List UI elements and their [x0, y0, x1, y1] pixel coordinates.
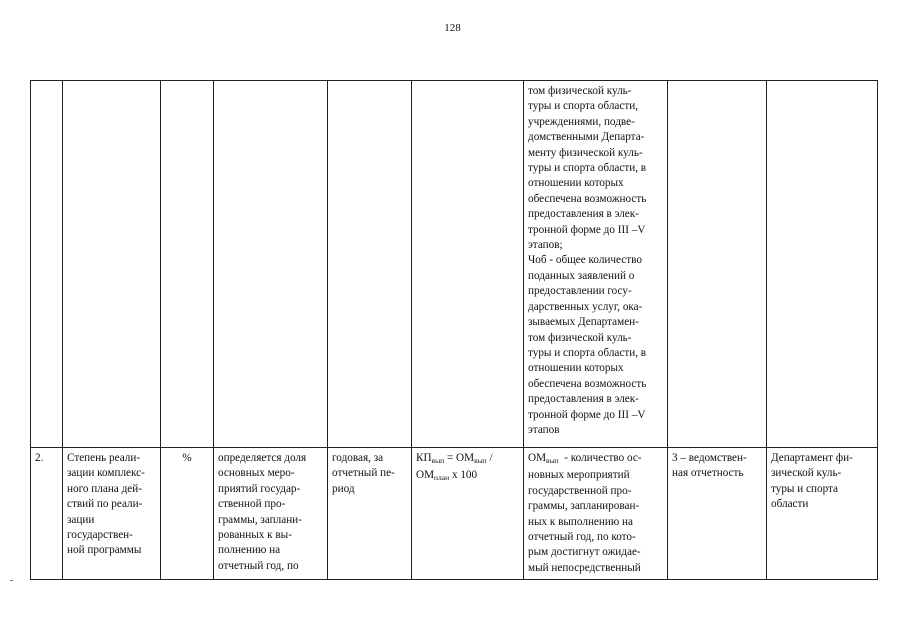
cell-unit: [161, 81, 214, 448]
cell-responsible: Департамент фи- зической куль- туры и спорта области: [767, 448, 878, 580]
cell-definition: определяется доля основных меро- приятий государ- ственной про- граммы, заплани- рованных к вы- полнению на отчетный год, по: [214, 448, 328, 580]
formula-line-1: $КП_{вып} = ОМ_{вып}$ /: [416, 452, 493, 465]
cell-number: 2.: [31, 448, 63, 580]
table-row: [31, 81, 878, 448]
scan-edge-mark: [10, 580, 13, 581]
indicators-table: [30, 80, 878, 580]
cell-formula: [412, 81, 524, 448]
cell-indicator-name: [63, 81, 161, 448]
cell-source: [668, 81, 767, 448]
variable-definition-line: $ОМ_{вып}$ - количество ос-: [528, 452, 642, 465]
cell-variables: [524, 81, 668, 448]
cell-definition: [214, 81, 328, 448]
measure-description-lines: том физической куль- туры и спорта области, учреждениями, подве- домственными Департа- менту физической куль- туры и спорта области, в отношении которых обеспечена возможность предоставления в элек- тронной форме до III –V этапов; Чоб - общее количество поданных заявлений о предоставлении госу- дарственных услуг, ока- зываемых Департамен- том физической куль- туры и спорта области, в отношении которых обеспечена возможность предоставления в элек- тронной форме до III –V этапов: [528, 85, 647, 436]
cell-indicator-name: Степень реали- зации комплекс- ного плана дей- ствий по реали- зации государствен- ной программы: [63, 448, 161, 580]
cell-periodicity: [328, 81, 412, 448]
page-number: 128: [444, 22, 461, 34]
cell-periodicity: годовая, за отчетный пе- риод: [328, 448, 412, 580]
cell-unit: %: [161, 448, 214, 580]
table-row: [31, 448, 878, 580]
cell-variables: $ОМ_{вып}$ - количество ос- новных мероприятий государственной про- граммы, запланирован- ных к выполнению на отчетный год, по кото- рым достигнут ожидае- мый непосредственный: [524, 448, 668, 580]
cell-formula: [412, 448, 524, 580]
formula-line-2: $ОМ_{план}$ х 100: [416, 469, 478, 483]
cell-number: [31, 81, 63, 448]
cell-responsible: [767, 81, 878, 448]
cell-source: 3 – ведомствен- ная отчетность: [668, 448, 767, 580]
